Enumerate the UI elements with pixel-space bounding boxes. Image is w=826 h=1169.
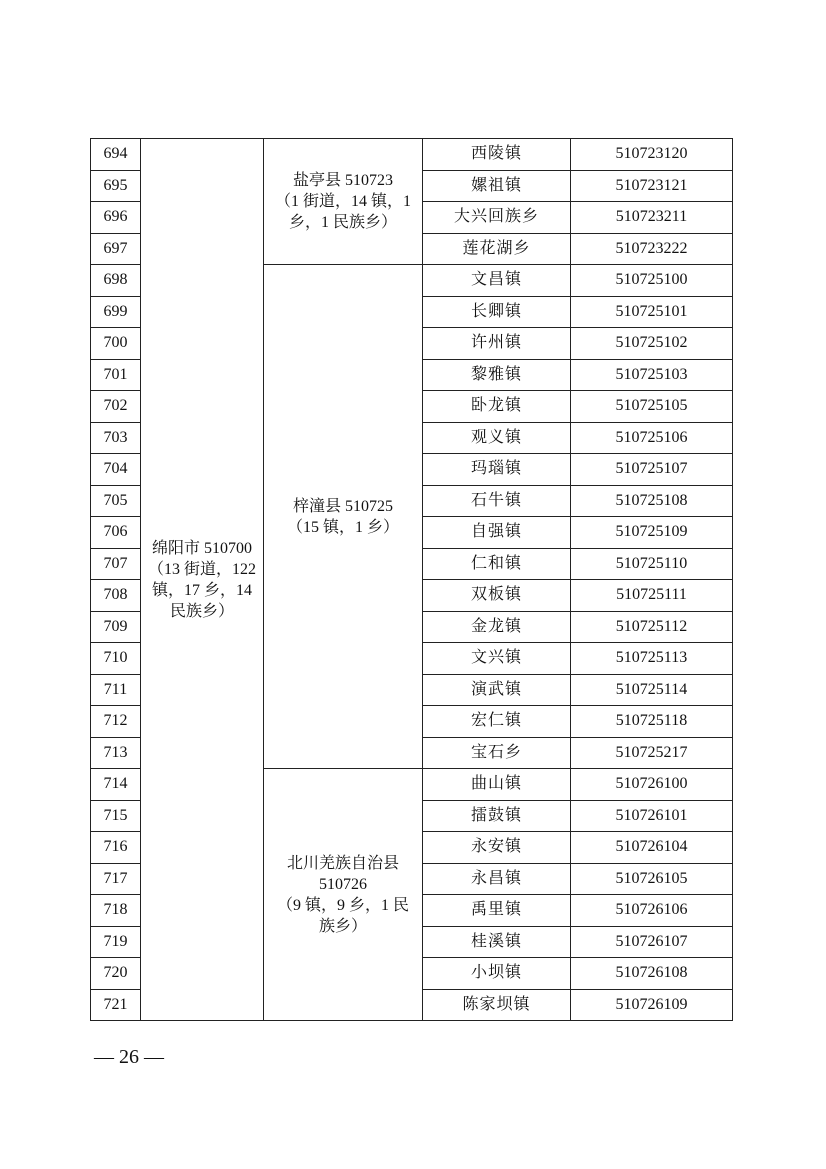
town-name-cell: 玛瑙镇 <box>423 454 571 486</box>
row-number-cell: 719 <box>91 926 141 958</box>
county-line: 盐亭县 510723 <box>292 172 393 189</box>
division-code-cell: 510726104 <box>571 832 733 864</box>
division-code-cell: 510726106 <box>571 895 733 927</box>
county-line: （15 镇，1 乡） <box>286 518 399 536</box>
division-code-cell: 510725100 <box>571 265 733 297</box>
town-name-cell: 黎雅镇 <box>423 359 571 391</box>
row-number-cell: 712 <box>91 706 141 738</box>
town-name-cell: 许州镇 <box>423 328 571 360</box>
row-number-cell: 705 <box>91 485 141 517</box>
table-row <box>91 139 733 171</box>
town-name-cell: 禹里镇 <box>423 895 571 927</box>
town-name-cell: 宏仁镇 <box>423 706 571 738</box>
town-name-cell: 桂溪镇 <box>423 926 571 958</box>
division-code-table <box>90 138 733 1021</box>
row-number-cell: 709 <box>91 611 141 643</box>
county-line: 族乡） <box>318 917 367 935</box>
row-number-cell: 708 <box>91 580 141 612</box>
division-code-cell: 510726100 <box>571 769 733 801</box>
county-line: （9 镇，9 乡，1 民 <box>276 896 409 914</box>
city-line: （13 街道，122 <box>147 560 256 578</box>
division-code-cell: 510725111 <box>571 580 733 612</box>
city-line: 绵阳市 510700 <box>151 539 252 557</box>
row-number-cell: 698 <box>91 265 141 297</box>
county-line: 梓潼县 510725 <box>292 497 393 515</box>
division-code-cell: 510723120 <box>571 139 733 171</box>
town-name-cell: 嫘祖镇 <box>423 170 571 202</box>
division-code-cell: 510725107 <box>571 454 733 486</box>
division-code-cell: 510725105 <box>571 391 733 423</box>
town-name-cell: 莲花湖乡 <box>423 233 571 265</box>
town-name-cell: 演武镇 <box>423 674 571 706</box>
division-code-cell: 510726109 <box>571 989 733 1021</box>
division-code-cell: 510725108 <box>571 485 733 517</box>
row-number-cell: 715 <box>91 800 141 832</box>
county-cell <box>264 139 423 265</box>
town-name-cell: 仁和镇 <box>423 548 571 580</box>
row-number-cell: 707 <box>91 548 141 580</box>
town-name-cell: 永安镇 <box>423 832 571 864</box>
row-number-cell: 704 <box>91 454 141 486</box>
row-number-cell: 699 <box>91 296 141 328</box>
county-line: 北川羌族自治县 <box>286 854 399 872</box>
division-code-cell: 510723211 <box>571 202 733 234</box>
town-name-cell: 金龙镇 <box>423 611 571 643</box>
town-name-cell: 双板镇 <box>423 580 571 612</box>
division-code-cell: 510725217 <box>571 737 733 769</box>
town-name-cell: 陈家坝镇 <box>423 989 571 1021</box>
row-number-cell: 703 <box>91 422 141 454</box>
row-number-cell: 721 <box>91 989 141 1021</box>
row-number-cell: 706 <box>91 517 141 549</box>
town-name-cell: 文昌镇 <box>423 265 571 297</box>
division-code-cell: 510726108 <box>571 958 733 990</box>
row-number-cell: 696 <box>91 202 141 234</box>
division-code-cell: 510725114 <box>571 674 733 706</box>
row-number-cell: 716 <box>91 832 141 864</box>
division-code-cell: 510725113 <box>571 643 733 675</box>
county-line: 510726 <box>319 875 367 893</box>
row-number-cell: 714 <box>91 769 141 801</box>
town-name-cell: 卧龙镇 <box>423 391 571 423</box>
row-number-cell: 720 <box>91 958 141 990</box>
division-code-cell: 510725112 <box>571 611 733 643</box>
town-name-cell: 石牛镇 <box>423 485 571 517</box>
town-name-cell: 宝石乡 <box>423 737 571 769</box>
row-number-cell: 694 <box>91 139 141 171</box>
row-number-cell: 695 <box>91 170 141 202</box>
division-code-cell: 510726105 <box>571 863 733 895</box>
division-code-cell: 510725118 <box>571 706 733 738</box>
division-code-cell: 510723121 <box>571 170 733 202</box>
town-name-cell: 长卿镇 <box>423 296 571 328</box>
city-line: 民族乡） <box>169 602 234 620</box>
row-number-cell: 718 <box>91 895 141 927</box>
row-number-cell: 717 <box>91 863 141 895</box>
division-code-cell: 510725110 <box>571 548 733 580</box>
division-code-cell: 510725102 <box>571 328 733 360</box>
division-code-cell: 510723222 <box>571 233 733 265</box>
town-name-cell: 文兴镇 <box>423 643 571 675</box>
county-cell <box>264 265 423 769</box>
division-code-cell: 510725101 <box>571 296 733 328</box>
row-number-cell: 713 <box>91 737 141 769</box>
row-number-cell: 697 <box>91 233 141 265</box>
row-number-cell: 710 <box>91 643 141 675</box>
county-line: （1 街道，14 镇，1 <box>274 193 411 210</box>
row-number-cell: 700 <box>91 328 141 360</box>
page-number: — 26 — <box>94 1046 164 1068</box>
town-name-cell: 小坝镇 <box>423 958 571 990</box>
city-line: 镇，17 乡，14 <box>151 581 252 599</box>
row-number-cell: 701 <box>91 359 141 391</box>
town-name-cell: 大兴回族乡 <box>423 202 571 234</box>
division-code-cell: 510725109 <box>571 517 733 549</box>
division-code-cell: 510725103 <box>571 359 733 391</box>
division-code-cell: 510726107 <box>571 926 733 958</box>
town-name-cell: 西陵镇 <box>423 139 571 171</box>
city-cell <box>141 139 264 1021</box>
town-name-cell: 擂鼓镇 <box>423 800 571 832</box>
division-code-cell: 510726101 <box>571 800 733 832</box>
division-code-cell: 510725106 <box>571 422 733 454</box>
row-number-cell: 711 <box>91 674 141 706</box>
town-name-cell: 永昌镇 <box>423 863 571 895</box>
county-cell <box>264 769 423 1021</box>
town-name-cell: 自强镇 <box>423 517 571 549</box>
county-line: 乡，1 民族乡） <box>288 214 397 231</box>
town-name-cell: 观义镇 <box>423 422 571 454</box>
town-name-cell: 曲山镇 <box>423 769 571 801</box>
row-number-cell: 702 <box>91 391 141 423</box>
